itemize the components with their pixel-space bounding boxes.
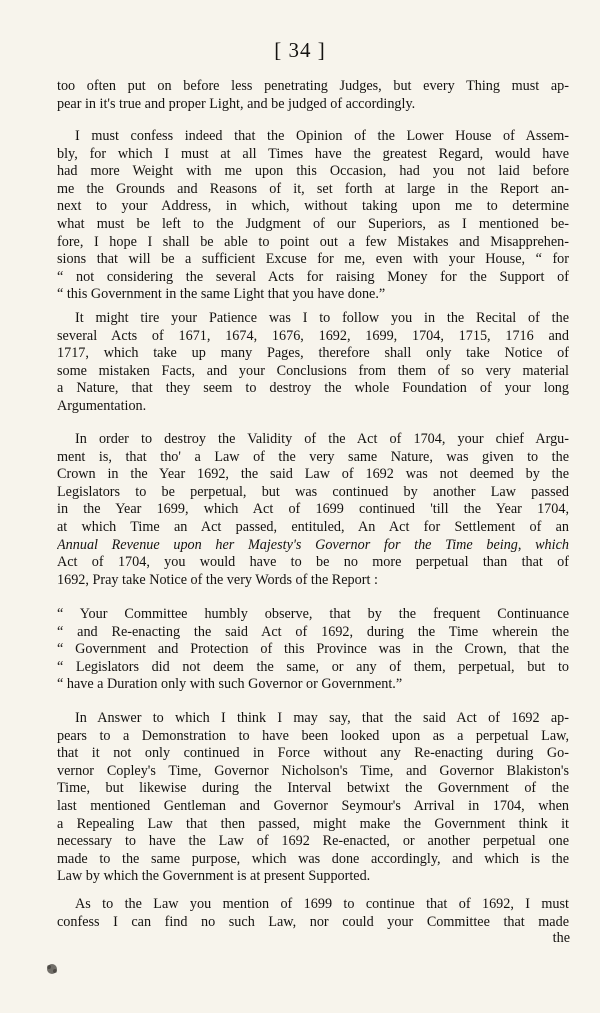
text-line: Legislators to be perpetual, but was continued by another Law passed [57, 483, 569, 500]
text-line: “ not considering the several Acts for raising Money for the Support of [57, 268, 569, 285]
paragraph-1 [57, 78, 569, 113]
text-line: that it not only continued in Force without any Re-enacting during Go- [57, 745, 569, 762]
text-line: Time, but likewise during the Interval betwixt the Government of the [57, 780, 569, 797]
text-line: “ Your Committee humbly observe, that by the frequent Continuance [57, 606, 569, 622]
text-line: made to the same purpose, which was done accordingly, and which is the [57, 850, 569, 867]
text-line: Law by which the Government is at present Supported. [57, 868, 371, 885]
text-line: As to the Law you mention of 1699 to continue that of 1692, I must [75, 896, 569, 912]
text-line: bly, for which I must at all Times have the greatest Regard, would have [57, 145, 569, 162]
text-line: some mistaken Facts, and your Conclusions from them of so very material [57, 362, 569, 379]
text-line: I must confess indeed that the Opinion of the Lower House of Assem- [75, 128, 569, 144]
text-line: several Acts of 1671, 1674, 1676, 1692, 1699, 1704, 1715, 1716 and [57, 327, 569, 344]
text-line: Argumentation. [57, 397, 147, 414]
text-line: last mentioned Gentleman and Governor Seymour's Arrival in 1704, when [57, 797, 569, 814]
quoted-report-paragraph [57, 606, 569, 694]
text-line: Annual Revenue upon her Majesty's Governor for the Time being, which [57, 536, 569, 553]
text-line: me the Grounds and Reasons of it, set forth at large in the Report an- [57, 180, 569, 197]
text-line: confess I can find no such Law, nor could your Committee that made [57, 913, 569, 930]
text-line: In order to destroy the Validity of the Act of 1704, your chief Argu- [75, 431, 569, 447]
text-line: “ Government and Protection of this Province was in the Crown, that the [57, 641, 569, 658]
text-line: at which Time an Act passed, entituled, An Act for Settlement of an [57, 518, 569, 535]
text-line: sions that will be a sufficient Excuse for me, even with your House, “ for [57, 251, 569, 268]
text-line: Crown in the Year 1692, the said Law of 1692 was not deemed by the [57, 466, 569, 483]
text-line: vernor Copley's Time, Governor Nicholson's Time, and Governor Blakiston's [57, 762, 569, 779]
text-line: what must be left to the Judgment of our Superiors, as I mentioned be- [57, 215, 569, 232]
text-line: pear in it's true and proper Light, and be judged of accordingly. [57, 95, 416, 112]
text-line: In Answer to which I think I may say, that the said Act of 1692 ap- [75, 710, 569, 726]
paragraph-7 [57, 896, 569, 931]
catchword: the [552, 930, 570, 946]
text-line: next to your Address, in which, without taking upon me to determine [57, 198, 569, 215]
text-line: “ Legislators did not deem the same, or any of them, perpetual, but to [57, 658, 569, 675]
paragraph-6 [57, 710, 569, 886]
paragraph-3 [57, 310, 569, 416]
text-line: “ have a Duration only with such Governor or Government.” [57, 676, 403, 693]
paragraph-2 [57, 128, 569, 304]
text-line: ment is, that tho' a Law of the very same Nature, was given to the [57, 448, 569, 465]
text-line: It might tire your Patience was I to follow you in the Recital of the [75, 310, 569, 326]
text-line: 1717, which take up many Pages, therefore shall only take Notice of [57, 345, 569, 362]
page-number: [ 34 ] [274, 38, 326, 62]
text-line: “ and Re-enacting the said Act of 1692, during the Time wherein the [57, 623, 569, 640]
text-line: in the Year 1699, which Act of 1699 continued 'till the Year 1704, [57, 501, 569, 518]
text-line: pears to a Demonstration to have been looked upon as a perpetual Law, [57, 727, 569, 744]
ink-blot-icon [45, 962, 59, 976]
text-line: fore, I hope I shall be able to point out a few Mistakes and Misapprehen- [57, 233, 569, 250]
text-line: Act of 1704, you would have to be no more perpetual than that of [57, 554, 569, 571]
text-line: too often put on before less penetrating Judges, but every Thing must ap- [57, 78, 569, 94]
text-line: a Nature, that they seem to destroy the whole Foundation of your long [57, 380, 569, 397]
text-line: had more Weight with me upon this Occasion, had you not laid before [57, 163, 569, 180]
text-line: a Repealing Law that then passed, might make the Government think it [57, 815, 569, 832]
paragraph-4 [57, 431, 569, 589]
text-line: 1692, Pray take Notice of the very Words of the Report : [57, 571, 378, 588]
text-line: “ this Government in the same Light that you have done.” [57, 286, 386, 303]
text-line: necessary to have the Law of 1692 Re-enacted, or another perpetual one [57, 833, 569, 850]
